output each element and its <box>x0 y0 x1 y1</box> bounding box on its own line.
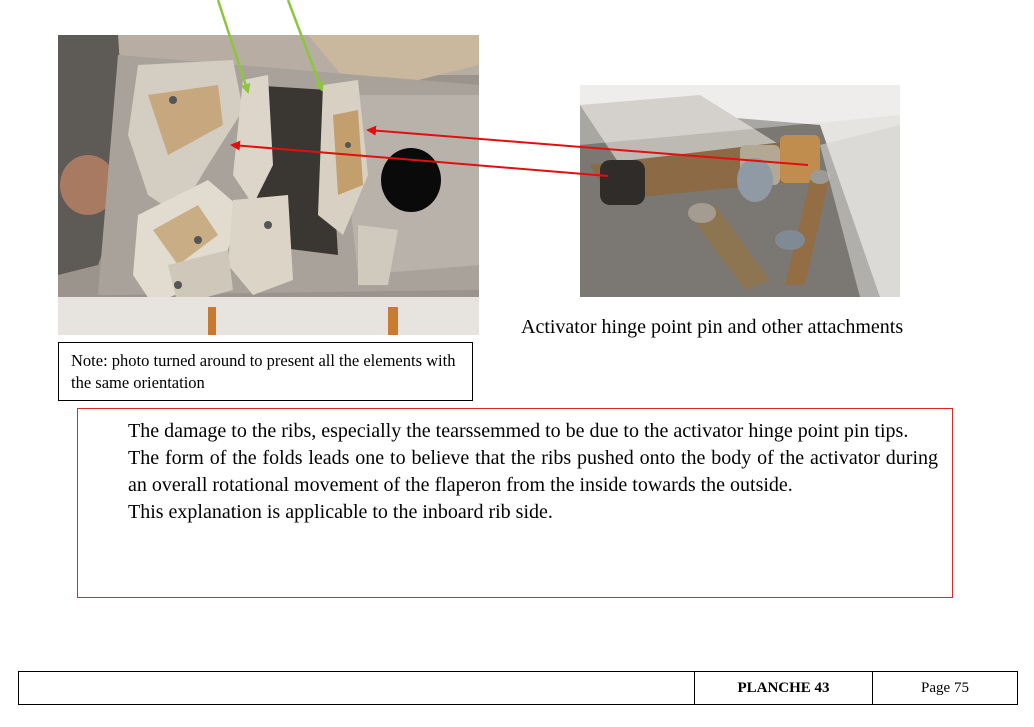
explanation-box <box>77 408 953 598</box>
explanation-paragraph: This explanation is applicable to the inboard rib side. <box>128 501 553 523</box>
page-footer <box>18 671 1018 705</box>
explanation-paragraph: The damage to the ribs, especially the tearssemmed to be due to the activator hinge point pin tips. <box>128 420 909 442</box>
planche-label: PLANCHE 43 <box>695 672 873 704</box>
activator-hinge-pin-photo <box>580 85 900 297</box>
footer-blank-cell <box>19 672 695 704</box>
note-box: Note: photo turned around to present all the elements with the same orientation <box>58 342 473 401</box>
photo-caption: Activator hinge point pin and other attachments <box>521 316 904 338</box>
page-number: Page 75 <box>921 679 969 696</box>
flaperon-rib-damage-photo <box>58 35 479 335</box>
explanation-paragraph: The form of the folds leads one to believe that the ribs pushed onto the body of the activator during an overall rotational movement of the flaperon from the inside towards the outside. <box>128 447 938 496</box>
